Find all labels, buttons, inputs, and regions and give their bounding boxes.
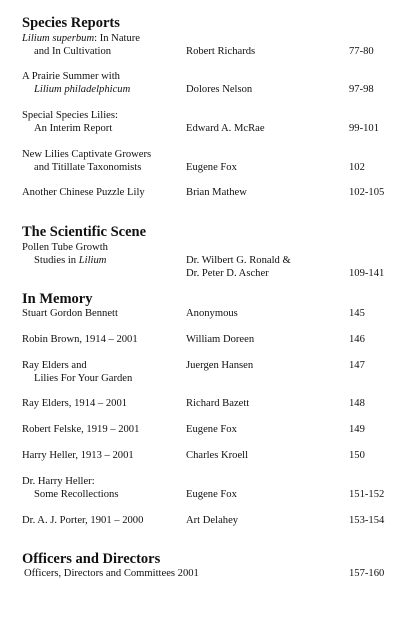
section-heading: In Memory xyxy=(22,291,93,307)
entry-title xyxy=(22,475,182,501)
entry-author: Charles Kroell xyxy=(186,450,249,461)
entry-pages: 149 xyxy=(349,424,365,435)
entry-author: Edward A. McRae xyxy=(186,123,265,134)
entry-author xyxy=(186,254,346,280)
entry-author: Juergen Hansen xyxy=(186,360,254,371)
title-line2: and Titillate Taxonomists xyxy=(34,162,142,173)
entry-author: Art Delahey xyxy=(186,515,239,526)
entry-author: Eugene Fox xyxy=(186,489,237,500)
entry-pages: 145 xyxy=(349,308,365,319)
entry-title: Stuart Gordon Bennett xyxy=(22,308,118,319)
entry-pages: 102 xyxy=(349,162,365,173)
entry-title xyxy=(22,109,182,135)
entry-pages: 150 xyxy=(349,450,365,461)
entry-title: Ray Elders, 1914 – 2001 xyxy=(22,398,128,409)
entry-author: Dolores Nelson xyxy=(186,84,253,95)
entry-title: Harry Heller, 1913 – 2001 xyxy=(22,450,134,461)
entry-author: Eugene Fox xyxy=(186,162,237,173)
entry-pages: 153-154 xyxy=(349,515,385,526)
entry-title xyxy=(22,186,182,199)
author-line: Dr. Peter D. Ascher xyxy=(186,268,269,279)
title-line1: Pollen Tube Growth xyxy=(22,242,108,253)
title-line1: Special Species Lilies: xyxy=(22,110,118,121)
title-line1: A Prairie Summer with xyxy=(22,71,120,82)
title-line2: Lilies For Your Garden xyxy=(34,373,133,384)
entry-pages: 151-152 xyxy=(349,489,385,500)
entry-author: Robert Richards xyxy=(186,46,256,57)
title-line2: Some Recollections xyxy=(34,489,119,500)
entry-title xyxy=(22,148,182,174)
entry-author: William Doreen xyxy=(186,334,255,345)
entry-pages: 97-98 xyxy=(349,84,374,95)
entry-pages: 99-101 xyxy=(349,123,380,134)
entry-title: Robin Brown, 1914 – 2001 xyxy=(22,334,138,345)
title-part: Lilium superbum xyxy=(22,33,95,44)
entry-author: Eugene Fox xyxy=(186,424,237,435)
entry-title: Robert Felske, 1919 – 2001 xyxy=(22,424,140,435)
title-line1: Ray Elders and xyxy=(22,360,87,371)
entry-pages: 102-105 xyxy=(349,187,385,198)
entry-title xyxy=(22,359,182,385)
title-part: Studies in xyxy=(34,255,79,266)
entry-title: Dr. A. J. Porter, 1901 – 2000 xyxy=(22,515,144,526)
entry-pages: 109-141 xyxy=(349,268,385,279)
entry-title xyxy=(22,32,182,58)
entry-pages: 77-80 xyxy=(349,46,374,57)
title-line1: New Lilies Captivate Growers xyxy=(22,149,152,160)
entry-author: Richard Bazett xyxy=(186,398,250,409)
entry-pages: 146 xyxy=(349,334,365,345)
title-line2: An Interim Report xyxy=(34,123,113,134)
entry-author: Brian Mathew xyxy=(186,187,247,198)
section-heading: Species Reports xyxy=(22,15,120,31)
title-line1: Another Chinese Puzzle Lily xyxy=(22,187,145,198)
title-part: Lilium xyxy=(78,255,107,266)
title-part: : In Nature xyxy=(94,33,140,44)
title-line2: and In Cultivation xyxy=(34,46,112,57)
entry-title xyxy=(22,70,182,96)
entry-pages: 148 xyxy=(349,398,365,409)
section-heading: Officers and Directors xyxy=(22,551,161,567)
author-line: Dr. Wilbert G. Ronald & xyxy=(186,255,291,266)
section-heading: The Scientific Scene xyxy=(22,224,147,240)
entry-pages: 157-160 xyxy=(349,568,385,579)
entry-title: Officers, Directors and Committees 2001 xyxy=(24,568,199,579)
entry-title xyxy=(22,241,182,267)
title-line2: Lilium philadelphicum xyxy=(34,84,131,95)
entry-author: Anonymous xyxy=(186,308,238,319)
entry-pages: 147 xyxy=(349,360,365,371)
title-line1: Dr. Harry Heller: xyxy=(22,476,95,487)
